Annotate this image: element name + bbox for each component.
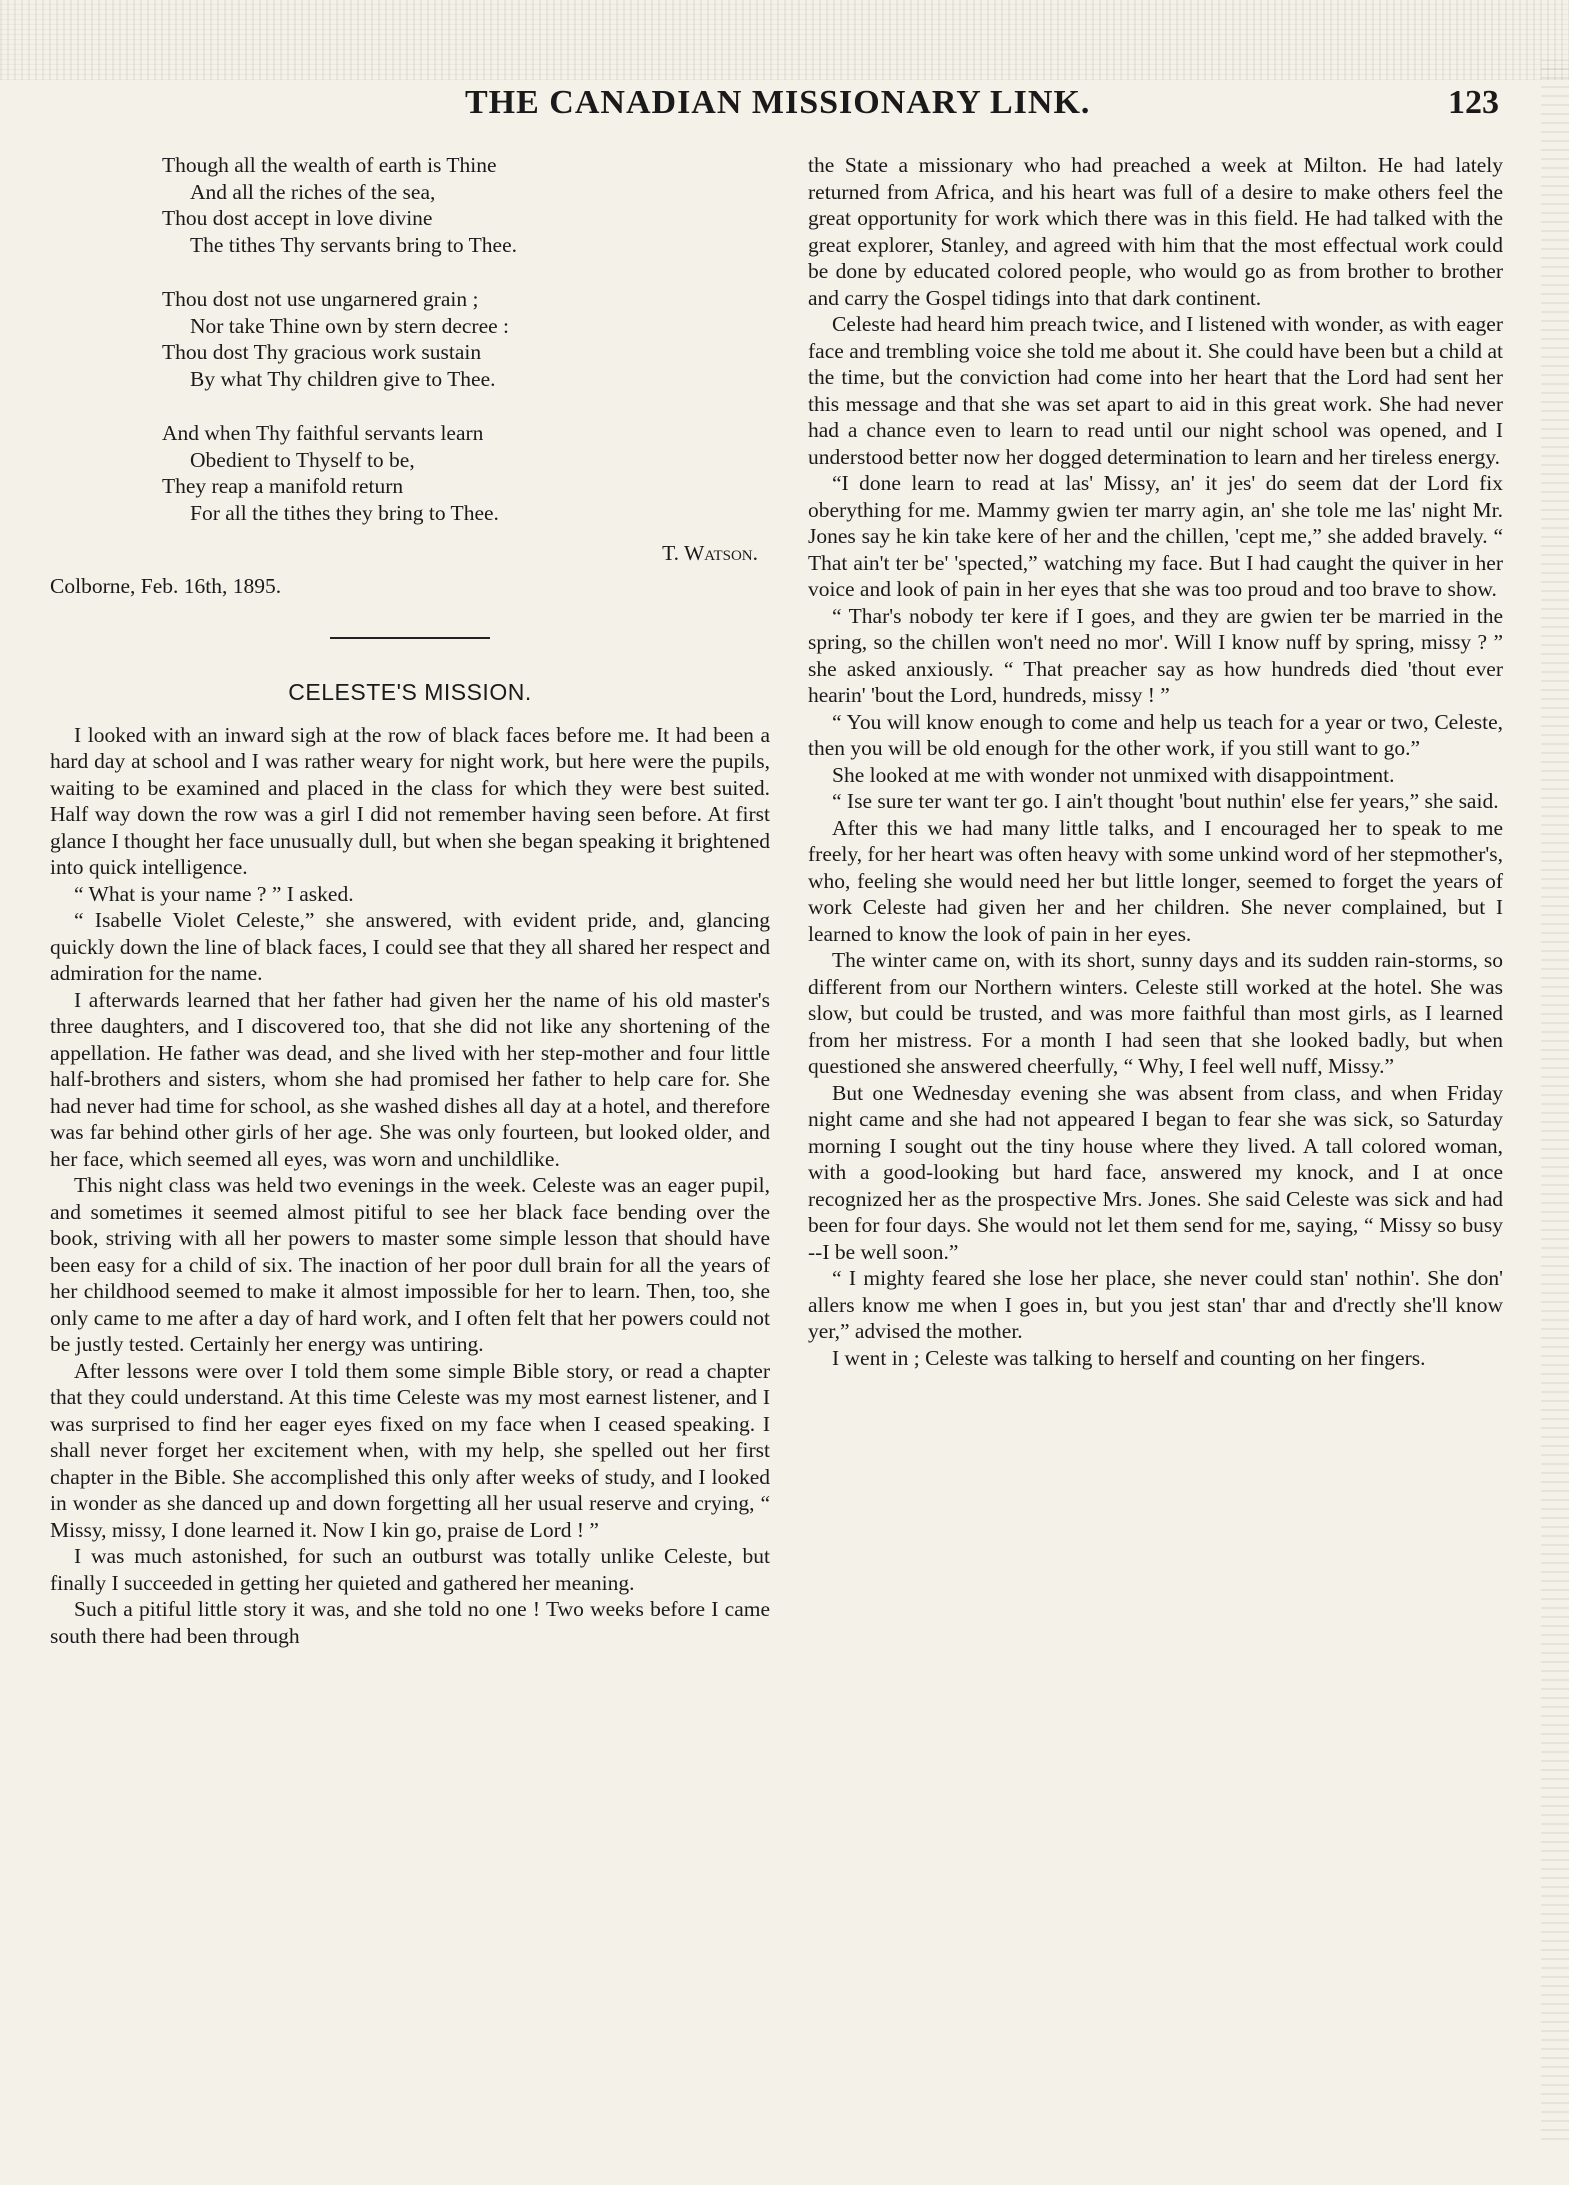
poem-line: Thou dost not use ungarnered grain ;	[162, 287, 479, 311]
poem	[162, 152, 770, 526]
poem-stanza	[162, 286, 770, 392]
paragraph: This night class was held two evenings in the week. Celeste was an eager pupil, and sometimes it seemed almost pitiful to see her black face bending over the book, striving with all her powers to master some simple lesson that should have been easy for a child of six. The inaction of her poor dull brain for all the years of her childhood seemed to make it almost impossible for her to learn. Then, too, she only came to me after a day of hard work, and I often felt that her powers could not be justly tested. Certainly her energy was untiring.	[50, 1173, 770, 1356]
poem-line: Nor take Thine own by stern decree :	[190, 313, 510, 338]
poem-stanza	[162, 152, 770, 258]
page-number: 123	[1448, 84, 1499, 121]
paragraph: The winter came on, with its short, sunny days and its sudden rain-storms, so different from our Northern winters. Celeste still worked at the hotel. She was slow, but could be trusted, and was more faithful than most girls, as I learned from her mistress. For a month I had seen that she looked badly, but when questioned she answered cheerfully, “ Why, I feel well nuff, Missy.”	[808, 948, 1503, 1078]
article-title: CELESTE'S MISSION.	[288, 679, 532, 705]
page-header	[0, 84, 1569, 134]
paragraph: She looked at me with wonder not unmixed with disappointment.	[832, 762, 1395, 787]
running-title: THE CANADIAN MISSIONARY LINK.	[465, 84, 1091, 121]
poem-stanza	[162, 420, 770, 526]
poem-line: By what Thy children give to Thee.	[190, 366, 496, 391]
poem-line: Thou dost accept in love divine	[162, 206, 433, 230]
poem-dateline: Colborne, Feb. 16th, 1895.	[50, 573, 282, 598]
paragraph: Celeste had heard him preach twice, and I listened with wonder, as with eager face and trembling voice she told me about it. She could have been but a child at the time, but the conviction had come into her heart that the Lord had sent her this message and that she was set apart to aid in this great work. She had never had a chance even to learn to read until our night school was opened, and I understood better now her dogged determination to learn and her tireless energy.	[808, 312, 1503, 469]
poem-author: T. Watson.	[662, 541, 758, 565]
paragraph: After this we had many little talks, and I encouraged her to speak to me freely, for her heart was often heavy with some unkind word of her stepmother's, who, feeling she would need her but little longer, seemed to forget the years of work Celeste had given her and her children. She never complained, but I learned to know the look of pain in her eyes.	[808, 815, 1503, 946]
poem-line: For all the tithes they bring to Thee.	[190, 500, 499, 525]
paragraph: I was much astonished, for such an outburst was totally unlike Celeste, but finally I succeeded in getting her quieted and gathered her meaning.	[50, 1544, 770, 1595]
paragraph: Such a pitiful little story it was, and she told no one ! Two weeks before I came south there had been through	[50, 1597, 770, 1648]
paragraph: But one Wednesday evening she was absent from class, and when Friday night came and she had not appeared I began to fear she was sick, so Saturday morning I sought out the tiny house where they lived. A tall colored woman, with a good-looking but hard face, answered my knock, and I at once recognized her as the prospective Mrs. Jones. She said Celeste was sick and had been for four days. She would not let them send for me, saying, “ Missy so busy --I be well soon.”	[808, 1080, 1503, 1264]
paragraph: “ What is your name ? ” I asked.	[74, 881, 354, 906]
poem-line: And when Thy faithful servants learn	[162, 421, 484, 445]
poem-line: Obedient to Thyself to be,	[190, 447, 415, 472]
left-column	[50, 152, 770, 1649]
paragraph: I afterwards learned that her father had given her the name of his old master's three daughters, and I discovered too, that she did not like any shortening of the appellation. He father was dead, and she lived with her step-mother and four little half-brothers and sisters, whom she had promised her father to help care for. She had never had time for school, as she washed dishes all day at a hotel, and therefore was far behind other girls of her age. She was only fourteen, but looked older, and her face, which seemed all eyes, was worn and unchildlike.	[50, 987, 770, 1171]
poem-line: Though all the wealth of earth is Thine	[162, 153, 497, 177]
poem-line: Thou dost Thy gracious work sustain	[162, 340, 482, 364]
print-noise-right	[1541, 60, 1569, 2140]
print-noise-top	[0, 0, 1569, 80]
paragraph: After lessons were over I told them some simple Bible story, or read a chapter that they could understand. At this time Celeste was my most earnest listener, and I was surprised to find her eager eyes fixed on my face when I ceased speaking. I shall never forget her excitement when, with my help, she spelled out her first chapter in the Bible. She accomplished this only after weeks of study, and I looked in wonder as she danced up and down forgetting all her usual reserve and crying, “ Missy, missy, I done learned it. Now I kin go, praise de Lord ! ”	[50, 1358, 770, 1542]
section-divider	[330, 637, 490, 639]
paragraph: “I done learn to read at las' Missy, an' it jes' do seem dat der Lord fix oberything for me. Mammy gwien ter marry agin, an' she tole me las' night Mr. Jones say he kin take kere of her and the chillen, 'cept me,” she added bravely. “ That ain't ter be' 'spected,” watching my face. But I had caught the quiver in her voice and look of pain in her eyes that she was too proud and too brave to show.	[808, 471, 1503, 601]
paragraph: “ I mighty feared she lose her place, she never could stan' nothin'. She don' allers know me when I goes in, but you jest stan' thar and d'rectly she'll know yer,” advised the mother.	[808, 1266, 1503, 1343]
paragraph: I went in ; Celeste was talking to herself and counting on her fingers.	[832, 1345, 1426, 1370]
poem-line: And all the riches of the sea,	[190, 179, 436, 204]
poem-line: The tithes Thy servants bring to Thee.	[190, 232, 518, 257]
paragraph: “ Ise sure ter want ter go. I ain't thought 'bout nuthin' else fer years,” she said.	[832, 789, 1499, 813]
paragraph: “ Thar's nobody ter kere if I goes, and they are gwien ter be married in the spring, so the chillen won't need no mor'. Will I know nuff by spring, missy ? ” she asked anxiously. “ That preacher say as how hundreds died 'thout ever hearin' 'bout the Lord, hundreds, missy ! ”	[808, 603, 1503, 707]
paragraph: “ Isabelle Violet Celeste,” she answered, with evident pride, and, glancing quickly down the line of black faces, I could see that they all shared her respect and admiration for the name.	[50, 908, 770, 985]
paragraph: I looked with an inward sigh at the row of black faces before me. It had been a hard day at school and I was rather weary for night work, but here were the pupils, waiting to be examined and placed in the class for which they were best suited. Half way down the row was a girl I did not remember having seen before. At first glance I thought her face unusually dull, but when she began speaking it brightened into quick intelligence.	[50, 722, 770, 879]
poem-line: They reap a manifold return	[162, 474, 404, 498]
paragraph: “ You will know enough to come and help us teach for a year or two, Celeste, then you will be old enough for the other work, if you still want to go.”	[808, 709, 1503, 760]
paragraph: the State a missionary who had preached a week at Milton. He had lately returned from Africa, and his heart was full of a desire to make others feel the great opportunity for work which there was in this field. He had talked with the great explorer, Stanley, and agreed with him that the most effectual work could be done by educated colored people, who would go as from brother to brother and carry the Gospel tidings into that dark continent.	[808, 153, 1503, 310]
right-column	[808, 152, 1503, 1371]
